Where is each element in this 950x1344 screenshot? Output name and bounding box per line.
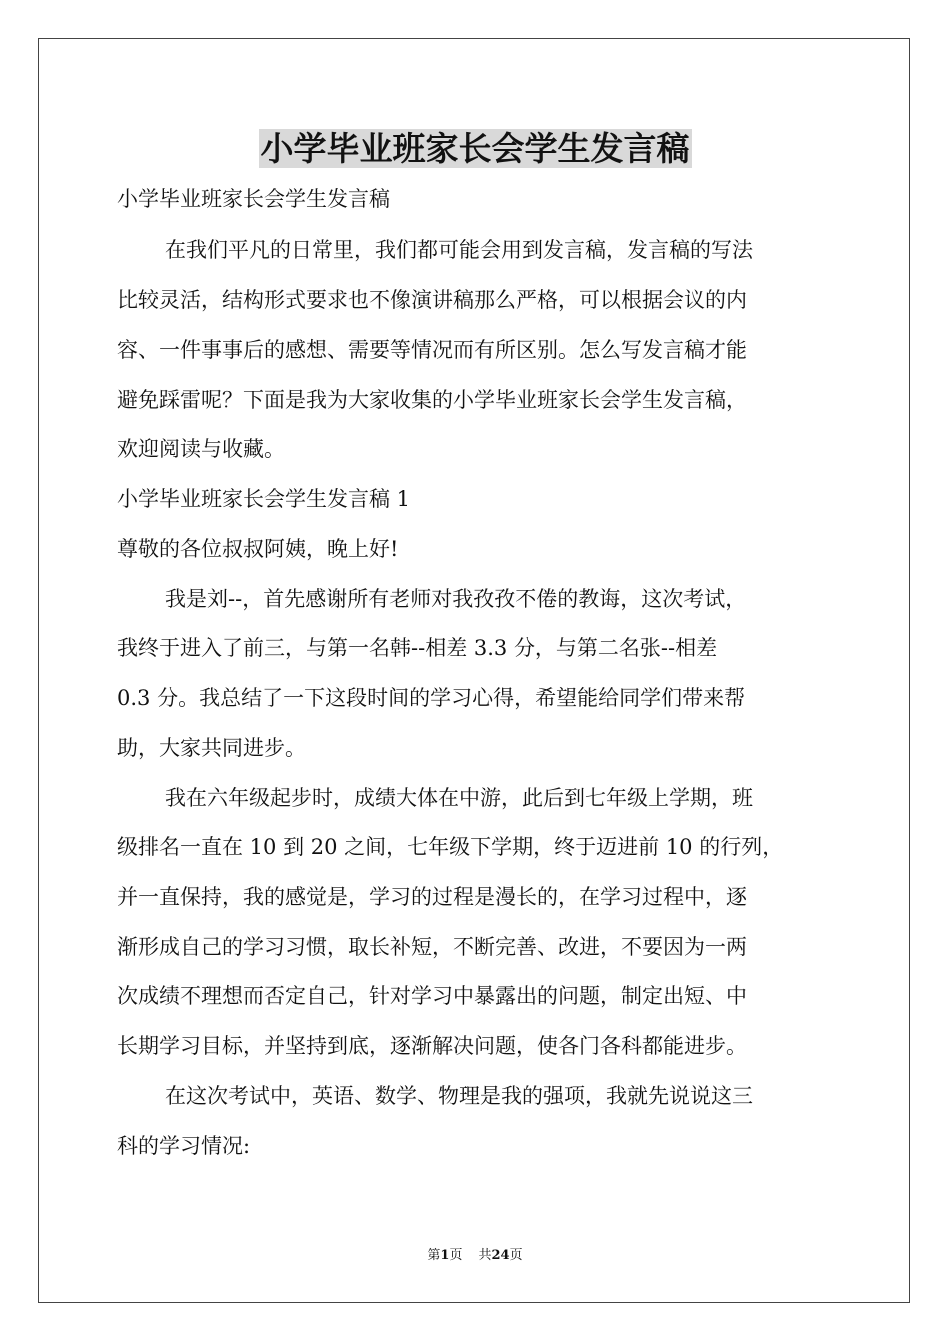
paragraph-line: 长期学习目标，并坚持到底，逐渐解决问题，使各门各科都能进步。: [117, 1034, 747, 1058]
paragraph-line: 在我们平凡的日常里，我们都可能会用到发言稿，发言稿的写法: [165, 238, 753, 262]
page-total: 共24页: [478, 1248, 523, 1263]
paragraph-line: 避免踩雷呢？下面是我为大家收集的小学毕业班家长会学生发言稿，: [117, 388, 747, 412]
paragraph-line: 我在六年级起步时，成绩大体在中游，此后到七年级上学期，班: [165, 786, 753, 810]
paragraph-line: 比较灵活，结构形式要求也不像演讲稿那么严格，可以根据会议的内: [117, 288, 747, 312]
paragraph-line: 并一直保持，我的感觉是，学习的过程是漫长的，在学习过程中，逐: [117, 885, 747, 909]
paragraph-line: 欢迎阅读与收藏。: [117, 437, 285, 461]
paragraph-line: 次成绩不理想而否定自己，针对学习中暴露出的问题，制定出短、中: [117, 984, 747, 1008]
greeting-line: 尊敬的各位叔叔阿姨，晚上好!: [117, 537, 399, 561]
paragraph-line: 我终于进入了前三，与第一名韩--相差 3.3 分，与第二名张--相差: [117, 636, 718, 660]
paragraph-line: 级排名一直在 10 到 20 之间，七年级下学期，终于迈进前 10 的行列，: [117, 835, 784, 859]
document-subtitle: 小学毕业班家长会学生发言稿: [117, 187, 390, 211]
paragraph-line: 容、一件事事后的感想、需要等情况而有所区别。怎么写发言稿才能: [117, 338, 747, 362]
paragraph-line: 渐形成自己的学习习惯，取长补短，不断完善、改进，不要因为一两: [117, 935, 747, 959]
document-title: [0, 126, 950, 172]
page-border: [38, 38, 910, 1303]
paragraph-line: 助，大家共同进步。: [117, 736, 306, 760]
page-number: 第1页: [427, 1248, 463, 1263]
paragraph-line: 在这次考试中，英语、数学、物理是我的强项，我就先说说这三: [165, 1084, 753, 1108]
document-title-text: 小学毕业班家长会学生发言稿: [260, 129, 690, 168]
paragraph-line: 科的学习情况:: [117, 1134, 251, 1158]
section-heading: 小学毕业班家长会学生发言稿 1: [117, 487, 411, 511]
paragraph-line: 0.3 分。我总结了一下这段时间的学习心得，希望能给同学们带来帮: [117, 686, 746, 710]
page-footer: [0, 1247, 950, 1265]
paragraph-line: 我是刘--，首先感谢所有老师对我孜孜不倦的教诲，这次考试，: [165, 587, 747, 611]
